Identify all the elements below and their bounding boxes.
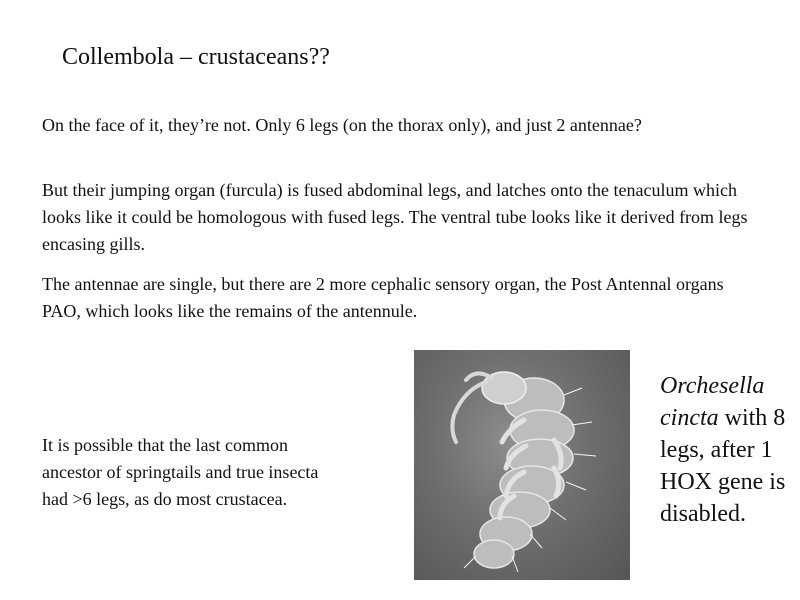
slide-title: Collembola – crustaceans?? (62, 44, 330, 70)
springtail-sem-photo (414, 350, 630, 580)
springtail-illustration (414, 350, 630, 580)
ancestor-note: It is possible that the last common ancestor of springtails and true insecta had >6 legs, as do most crustacea. (42, 435, 319, 509)
paragraph-legs: On the face of it, they’re not. Only 6 legs (on the thorax only), and just 2 antennae? (42, 115, 642, 135)
caption-text: with 8 legs, after 1 HOX gene is disabled. (660, 405, 786, 527)
caption-species: Orchesella cincta (660, 373, 765, 431)
paragraph-antennae: The antennae are single, but there are 2 more cephalic sensory organ, the Post Antennal organs PAO, which looks like the remains of the antennule. (42, 274, 724, 321)
paragraph-furcula: But their jumping organ (furcula) is fused abdominal legs, and latches onto the tenaculum which looks like it could be homologous with fused legs. The ventral tube looks like it derived from legs encasing gills. (42, 180, 748, 254)
photo-caption (660, 370, 800, 530)
